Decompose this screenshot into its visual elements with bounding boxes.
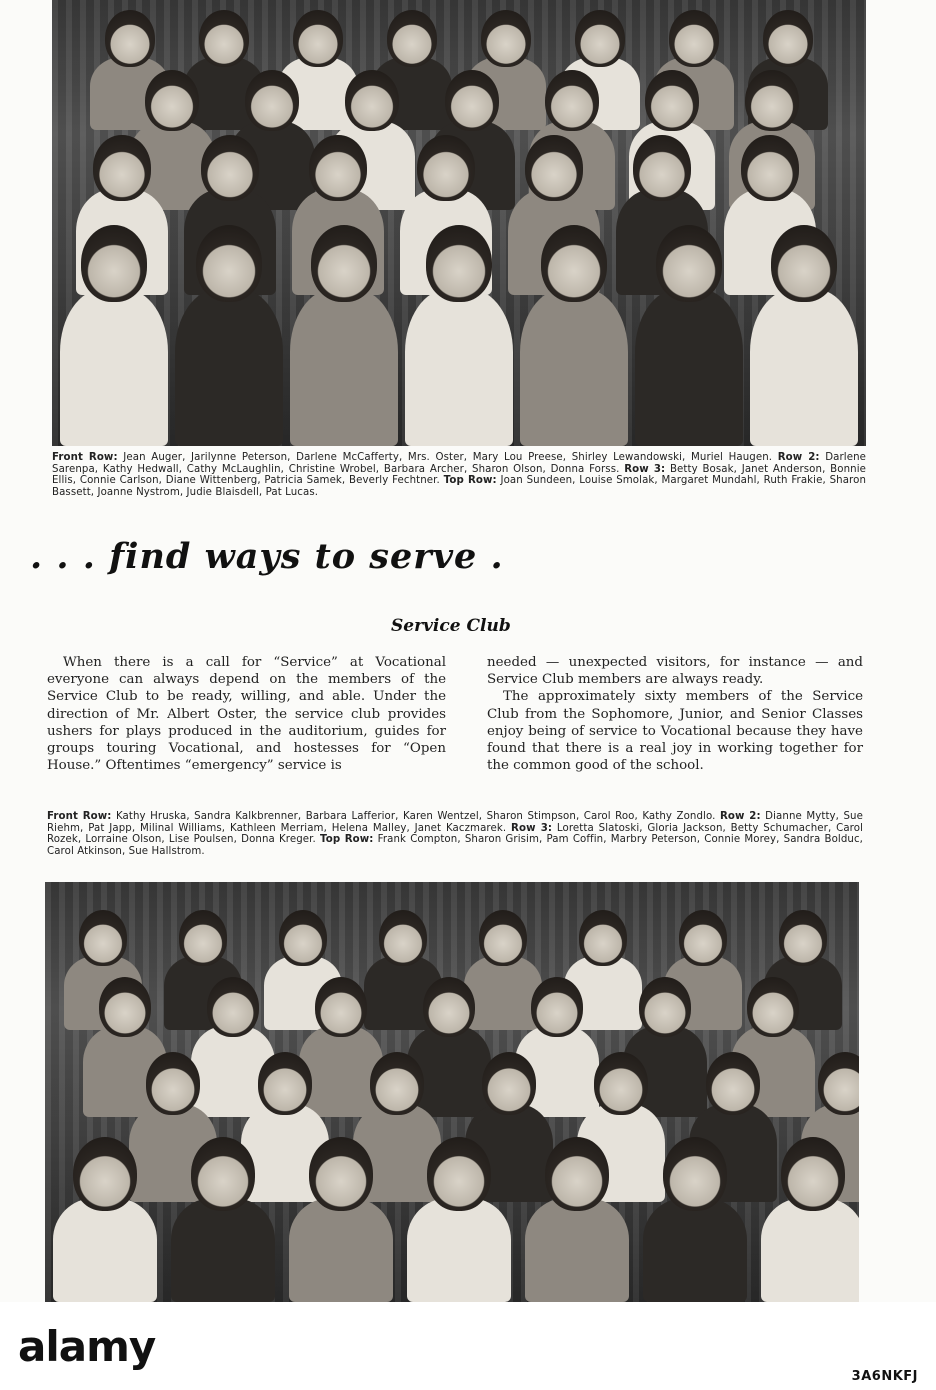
- person-torso: [171, 1198, 275, 1302]
- caption-row2-label: Row 2:: [777, 452, 820, 463]
- body-column-left: [47, 654, 446, 774]
- person-head: [309, 135, 366, 201]
- caption-row3-names: Betty Bosak, Janet Anderson, Bonnie Ellis, Connie Carlson, Diane Wittenberg, Patricia Samek, Beverly Fechtner.: [52, 463, 866, 487]
- image-id-label: 3A6NKFJ: [851, 1369, 918, 1384]
- person-head: [479, 910, 527, 966]
- person-head: [594, 1052, 649, 1115]
- person-head: [417, 135, 474, 201]
- section-title: Service Club: [391, 616, 511, 636]
- person-head: [145, 70, 198, 131]
- page-headline: . . . find ways to serve .: [30, 536, 504, 577]
- person-silhouette: [407, 1137, 511, 1302]
- caption-row2-names: Dianne Mytty, Sue Riehm, Pat Japp, Milinal Williams, Kathleen Merriam, Helena Malley, Janet Kaczmarek.: [47, 811, 863, 834]
- person-head: [379, 910, 427, 966]
- body-paragraph: The approximately sixty members of the Service Club from the Sophomore, Junior, and Senior Classes enjoy being of service to Vocational because they have found that there is a real joy in working together for the common good of the school.: [487, 689, 863, 774]
- person-head: [645, 70, 698, 131]
- person-silhouette: [60, 225, 168, 446]
- alamy-logo: alamy: [18, 1321, 156, 1371]
- caption-row3-label: Row 3:: [624, 463, 666, 475]
- person-head: [482, 1052, 537, 1115]
- person-head: [201, 135, 258, 201]
- caption-front-row-names: Jean Auger, Jarilynne Peterson, Darlene McCafferty, Mrs. Oster, Mary Lou Preese, Shirley Lewandowski, Muriel Haugen.: [117, 452, 773, 463]
- stock-watermark-band: [0, 1302, 936, 1390]
- person-torso: [407, 1198, 511, 1302]
- person-head: [146, 1052, 201, 1115]
- person-head: [427, 1137, 491, 1211]
- person-head: [179, 910, 227, 966]
- person-torso: [761, 1198, 859, 1302]
- person-head: [191, 1137, 255, 1211]
- top-group-photo: [52, 0, 866, 446]
- person-head: [679, 910, 727, 966]
- caption-row2-names: Darlene Sarenpa, Kathy Hedwall, Cathy McLaughlin, Christine Wrobel, Barbara Archer, Sharon Olson, Donna Forss.: [52, 452, 867, 475]
- person-head: [345, 70, 398, 131]
- person-head: [309, 1137, 373, 1211]
- person-head: [293, 10, 343, 67]
- person-head: [481, 10, 531, 67]
- caption-front-row-label: Front Row:: [52, 452, 118, 463]
- body-paragraph: needed — unexpected visitors, for instance — and Service Club members are always ready.: [487, 655, 863, 688]
- person-torso: [405, 289, 513, 446]
- person-head: [196, 225, 263, 302]
- person-head: [387, 10, 437, 67]
- person-head: [779, 910, 827, 966]
- person-head: [741, 135, 798, 201]
- caption-front-row-names: Kathy Hruska, Sandra Kalkbrenner, Barbara Lafferior, Karen Wentzel, Sharon Stimpson, Carol Roo, Kathy Zondlo.: [111, 811, 716, 822]
- person-head: [745, 70, 798, 131]
- person-silhouette: [520, 225, 628, 446]
- caption-front-row-label: Front Row:: [47, 811, 112, 822]
- person-head: [545, 70, 598, 131]
- person-head: [258, 1052, 313, 1115]
- person-silhouette: [643, 1137, 747, 1302]
- person-torso: [175, 289, 283, 446]
- person-head: [81, 225, 148, 302]
- person-silhouette: [405, 225, 513, 446]
- caption-top-row-names: Frank Compton, Sharon Grisim, Pam Coffin, Marbry Peterson, Connie Morey, Sandra Bolduc, Carol Atkinson, Sue Hallstrom.: [47, 834, 863, 857]
- person-head: [199, 10, 249, 67]
- person-head: [541, 225, 608, 302]
- person-head: [370, 1052, 425, 1115]
- person-torso: [53, 1198, 157, 1302]
- person-head: [426, 225, 493, 302]
- person-head: [575, 10, 625, 67]
- person-head: [279, 910, 327, 966]
- person-silhouette: [525, 1137, 629, 1302]
- person-head: [656, 225, 723, 302]
- top-photo-caption: [52, 452, 866, 498]
- person-head: [531, 977, 583, 1037]
- person-head: [207, 977, 259, 1037]
- person-silhouette: [289, 1137, 393, 1302]
- person-head: [423, 977, 475, 1037]
- person-silhouette: [175, 225, 283, 446]
- caption-top-row-names: Joan Sundeen, Louise Smolak, Margaret Mundahl, Ruth Frakie, Sharon Bassett, Joanne Nystrom, Judie Blaisdell, Pat Lucas.: [52, 475, 867, 498]
- person-silhouette: [750, 225, 858, 446]
- person-head: [639, 977, 691, 1037]
- body-column-right: [487, 654, 863, 774]
- person-head: [245, 70, 298, 131]
- person-head: [781, 1137, 845, 1211]
- person-torso: [643, 1198, 747, 1302]
- person-silhouette: [171, 1137, 275, 1302]
- bottom-group-photo: [45, 882, 859, 1302]
- caption-row3-names: Loretta Slatoski, Gloria Jackson, Betty Schumacher, Carol Rozek, Lorraine Olson, Lise Poulsen, Donna Kreger.: [47, 822, 863, 846]
- caption-top-row-label: Top Row:: [320, 834, 374, 846]
- person-torso: [290, 289, 398, 446]
- person-head: [525, 135, 582, 201]
- person-torso: [289, 1198, 393, 1302]
- person-torso: [750, 289, 858, 446]
- person-head: [445, 70, 498, 131]
- caption-top-row-label: Top Row:: [443, 475, 497, 487]
- caption-row2-label: Row 2:: [719, 811, 761, 822]
- person-head: [79, 910, 127, 966]
- person-torso: [525, 1198, 629, 1302]
- bottom-photo-caption: [47, 811, 863, 857]
- person-torso: [635, 289, 743, 446]
- person-torso: [60, 289, 168, 446]
- person-head: [545, 1137, 609, 1211]
- person-silhouette: [53, 1137, 157, 1302]
- person-head: [747, 977, 799, 1037]
- person-head: [763, 10, 813, 67]
- person-head: [99, 977, 151, 1037]
- person-silhouette: [761, 1137, 859, 1302]
- person-head: [818, 1052, 859, 1115]
- person-head: [73, 1137, 137, 1211]
- body-paragraph: When there is a call for “Service” at Vocational everyone can always depend on the members of the Service Club to be ready, willing, and able. Under the direction of Mr. Albert Oster, the service club provides ushers for plays produced in the auditorium, guides for groups touring Vocational, and hostesses for “Open House.” Oftentimes “emergency” service is: [47, 655, 446, 774]
- person-head: [633, 135, 690, 201]
- person-silhouette: [290, 225, 398, 446]
- person-head: [93, 135, 150, 201]
- person-head: [663, 1137, 727, 1211]
- person-head: [579, 910, 627, 966]
- person-torso: [520, 289, 628, 446]
- caption-row3-label: Row 3:: [511, 822, 553, 834]
- person-head: [669, 10, 719, 67]
- person-head: [105, 10, 155, 67]
- person-head: [311, 225, 378, 302]
- person-head: [706, 1052, 761, 1115]
- person-head: [771, 225, 838, 302]
- person-silhouette: [635, 225, 743, 446]
- person-head: [315, 977, 367, 1037]
